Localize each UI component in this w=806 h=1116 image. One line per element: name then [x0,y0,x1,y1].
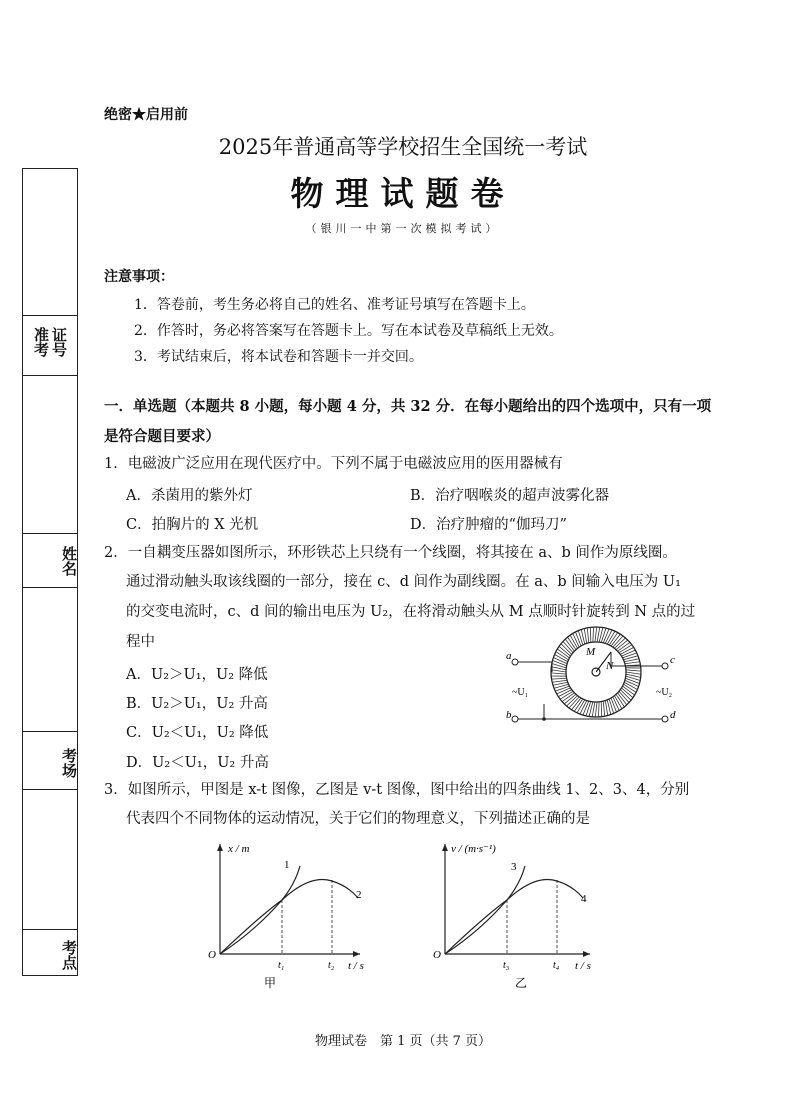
y-axis-label: v / (m·s⁻¹) [451,843,496,855]
label-U2: ~U₂ [656,687,673,698]
coil-turn [625,678,639,683]
label-c: c [670,654,675,666]
label-a: a [506,650,512,662]
coil-turn [555,686,569,691]
exam-number-col1: 准考 [32,327,50,357]
q2-stem-line4: 程中 [126,634,155,650]
note-item: 1．答卷前，考生务必将自己的姓名、准考证号填写在答题卡上。 [134,297,535,313]
t1-label: t₁ [278,960,285,971]
q2-stem-line3: 的交变电流时，c、d 间的输出电压为 U₂，在将滑动触头从 M 点顺时针旋转到 N 点的过 [126,604,696,620]
coil-turn [593,627,594,642]
coil-turn [626,672,641,674]
t2-label: t₂ [328,960,335,971]
coil-turn [551,673,566,674]
exam-number-col2: 证号 [50,327,68,357]
q1-option-a: A．杀菌用的紫外灯 [126,488,253,504]
curve-4-label: 4 [581,893,587,905]
label-b: b [506,709,512,721]
q1-stem: 1．电磁波广泛应用在现代医疗中。下列不属于电磁波应用的医用器械有 [104,456,563,472]
coil-turn [622,653,636,658]
coil-turn [552,680,567,682]
q2-stem-line1: 2．一自耦变压器如图所示，环形铁芯上只绕有一个线圈，将其接在 a、b 间作为原线圈。 [104,545,677,561]
site-label: 考点 [60,940,78,970]
q3-stem-line2: 代表四个不同物体的运动情况，关于它们的物理意义，下列描述正确的是 [126,811,590,827]
q2-option-c: C．U₂＜U₁，U₂ 降低 [126,725,269,741]
coil-turn [603,629,609,643]
coil-turn [575,632,581,646]
coil-turn [587,628,588,643]
curve-3-label: 3 [511,861,517,873]
y-axis-label: x / m [228,843,250,855]
label-U1: ~U₁ [512,687,529,698]
graph-vt [425,836,605,996]
name-label: 姓名 [60,546,78,576]
coil-turn [605,701,607,716]
page-footer: 物理试卷 第 1 页（共 7 页） [314,1034,492,1049]
room-label: 考场 [60,748,78,778]
exam-number-label [23,327,77,357]
origin-label: O [208,949,216,961]
note-item: 3．考试结束后，将本试卷和答题卡一并交回。 [134,349,423,365]
label-M: M [586,646,596,658]
q1-option-b: B．治疗咽喉炎的超声波雾化器 [410,488,610,504]
caption-jia: 甲 [264,976,277,990]
q1-option-d: D．治疗肿瘤的“伽玛刀” [410,517,567,533]
section-heading: 一．单选题（本题共 8 小题，每小题 4 分，共 32 分．在每小题给出的四个选项中，只有一项是符合题目要求） [104,398,712,445]
note-item: 2．作答时，务必将答案写在答题卡上。写在本试卷及草稿纸上无效。 [134,323,563,339]
q2-option-d: D．U₂＜U₁，U₂ 升高 [126,755,269,771]
sub-title: 物理试题卷 [290,174,516,213]
q2-option-b: B．U₂＞U₁，U₂ 升高 [126,696,268,712]
caption-yi: 乙 [515,976,528,990]
coil-turn [626,670,641,671]
coil-turn [625,662,640,664]
curve-3 [445,866,525,954]
label-d: d [670,709,676,721]
coil-turn [595,627,597,642]
coil-turn [583,701,589,715]
coil-turn [553,660,567,665]
coil-turn [595,702,597,717]
coil-turn [584,629,586,644]
origin-label: O [433,949,441,961]
curve-2-label: 2 [356,889,362,901]
curve-1 [220,866,300,954]
notes-heading: 注意事项： [104,269,174,285]
coil-turn [611,698,617,712]
coil-turn [552,678,567,679]
x-axis-label: t / s [575,960,591,972]
exam-note: （银川一中第一次模拟考试） [305,222,501,235]
graph-xt [200,836,375,996]
t3-label: t₃ [503,960,510,971]
curve-1-label: 1 [284,859,290,871]
coil-turn [603,701,604,716]
t4-label: t₄ [553,960,560,971]
binding-strip [22,168,78,976]
secret-mark: 绝密★启用前 [104,107,188,123]
coil-turn [598,702,599,717]
label-N: N [606,660,614,672]
q1-option-c: C．拍胸片的 X 光机 [126,517,259,533]
main-title: 2025年普通高等学校招生全国统一考试 [218,135,588,159]
coil-turn [551,670,566,672]
transformer-figure [500,622,700,734]
q2-option-a: A．U₂＞U₁，U₂ 降低 [126,667,268,683]
q2-stem-line2: 通过滑动触头取该线圈的一部分，接在 c、d 间作为副线圈。在 a、b 间输入电压为 U₁ [126,574,681,590]
x-axis-label: t / s [348,960,364,972]
q3-stem-line1: 3．如图所示，甲图是 x-t 图像，乙图是 v-t 图像，图中给出的四条曲线 1、2、3、4，分别 [104,782,690,798]
